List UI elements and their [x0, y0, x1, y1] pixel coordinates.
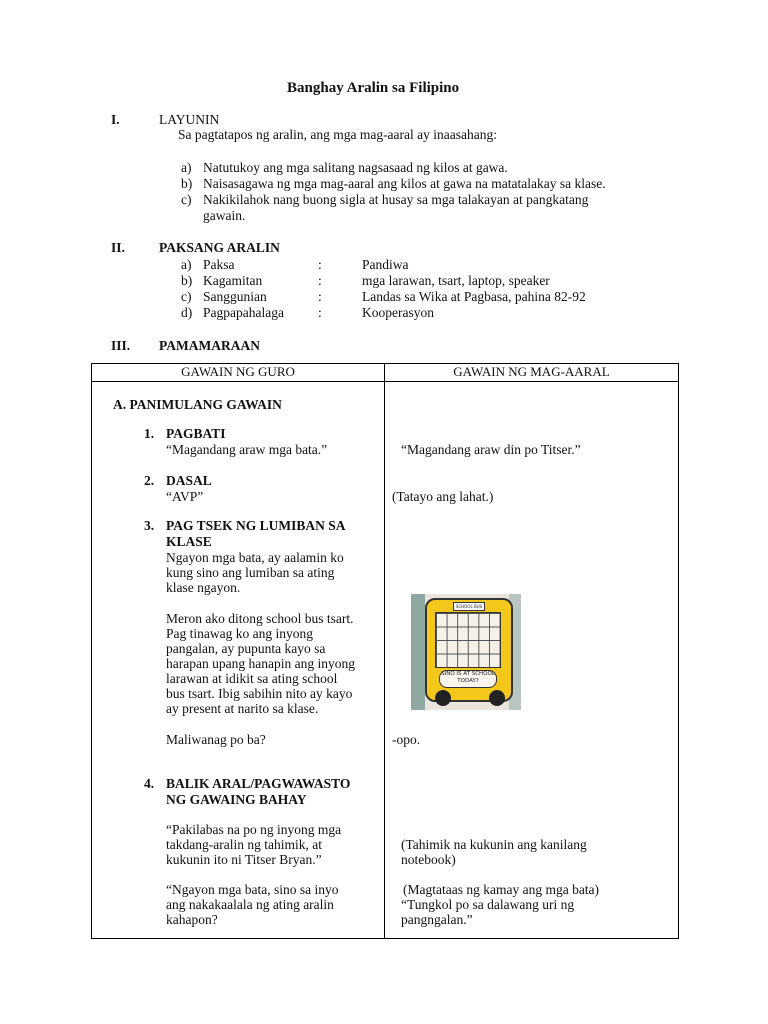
table-header-row	[92, 364, 679, 382]
item4-p2-line1: “Ngayon mga bata, sino sa inyo	[166, 882, 339, 897]
student-response-recall-line3: pangngalan.”	[401, 912, 473, 927]
item4-p1-line1: “Pakilabas na po ng inyong mga	[166, 822, 342, 837]
bus-label: SINO IS AT SCHOOL TODAY?	[439, 670, 497, 688]
table-row	[92, 382, 679, 939]
item4-p1-line3: kukunin ito ni Titser Bryan.”	[166, 852, 322, 867]
section1-heading: LAYUNIN	[159, 112, 220, 127]
item1-text: “Magandang araw mga bata.”	[166, 442, 328, 457]
bus-sign: SCHOOL BUS	[453, 602, 485, 611]
section2-numeral: II.	[111, 240, 125, 255]
pagpapahalaga-marker: d)	[181, 305, 193, 320]
item2-number: 2.	[144, 473, 155, 488]
objective-c-text-cont: gawain.	[203, 208, 246, 223]
kagamitan-marker: b)	[181, 273, 193, 288]
student-response-notebook-line2: notebook)	[401, 852, 456, 867]
section3-numeral: III.	[111, 338, 131, 353]
student-response-opo: -opo.	[392, 732, 421, 747]
sanggunian-value: Landas sa Wika at Pagbasa, pahina 82-92	[362, 289, 586, 304]
item3-p2-line5: larawan at idikit sa ating school	[166, 671, 338, 686]
bus-wheel	[435, 690, 451, 706]
item3-p2-line6: bus tsart. Ibig sabihin nito ay kayo	[166, 686, 353, 701]
item4-p2-line2: ang nakakaalala ng ating aralin	[166, 897, 334, 912]
section3-heading: PAMAMARAAN	[159, 338, 260, 353]
objective-a-text: Natutukoy ang mga salitang nagsasaad ng kilos at gawa.	[203, 160, 508, 175]
bookshelf-decoration	[411, 594, 425, 710]
item4-p2-line3: kahapon?	[166, 912, 218, 927]
sanggunian-label: Sanggunian	[203, 289, 267, 304]
bus-window-grid	[435, 612, 501, 668]
item1-title: PAGBATI	[166, 426, 226, 441]
item3-title-cont: KLASE	[166, 534, 212, 549]
item3-p1-line1: Ngayon mga bata, ay aalamin ko	[166, 550, 344, 565]
objective-c-text: Nakikilahok nang buong sigla at husay sa mga talakayan at pangkatang	[203, 192, 589, 207]
school-bus-shape	[425, 598, 513, 702]
item3-p2-line3: pangalan, ay pupunta kayo sa	[166, 641, 326, 656]
item2-title: DASAL	[166, 473, 212, 488]
paksa-value: Pandiwa	[362, 257, 409, 272]
section1-numeral: I.	[111, 112, 120, 127]
student-response-recall-line2: “Tungkol po sa dalawang uri ng	[401, 897, 575, 912]
sanggunian-colon: :	[318, 289, 322, 304]
item3-p2-line2: Pag tinawag ko ang inyong	[166, 626, 313, 641]
teacher-column-header: GAWAIN NG GURO	[92, 364, 385, 382]
procedure-table	[91, 363, 679, 939]
student-column-header: GAWAIN NG MAG-AARAL	[385, 364, 679, 382]
objective-c-marker: c)	[181, 192, 192, 207]
item3-title: PAG TSEK NG LUMIBAN SA	[166, 518, 346, 533]
school-bus-chart-image	[411, 594, 521, 710]
student-response-prayer: (Tatayo ang lahat.)	[392, 489, 494, 504]
item3-p1-line3: klase ngayon.	[166, 580, 241, 595]
pagpapahalaga-label: Pagpapahalaga	[203, 305, 284, 320]
pagpapahalaga-value: Kooperasyon	[362, 305, 434, 320]
item3-p2-line4: harapan upang hanapin ang inyong	[166, 656, 355, 671]
item3-p3: Maliwanag po ba?	[166, 732, 266, 747]
item2-text: “AVP”	[166, 489, 204, 504]
objective-b-marker: b)	[181, 176, 193, 191]
kagamitan-colon: :	[318, 273, 322, 288]
objective-b-text: Naisasagawa ng mga mag-aaral ang kilos at gawa na matatalakay sa klase.	[203, 176, 606, 191]
item3-p2-line1: Meron ako ditong school bus tsart.	[166, 611, 354, 626]
student-response-recall-line1: (Magtataas ng kamay ang mga bata)	[403, 882, 600, 897]
item1-number: 1.	[144, 426, 155, 441]
objective-a-marker: a)	[181, 160, 192, 175]
section1-intro: Sa pagtatapos ng aralin, ang mga mag-aaral ay inaasahang:	[178, 127, 497, 142]
item4-title-cont: NG GAWAING BAHAY	[166, 792, 307, 807]
item3-p1-line2: kung sino ang lumiban sa ating	[166, 565, 335, 580]
teacher-activities-cell	[92, 382, 385, 939]
pagpapahalaga-colon: :	[318, 305, 322, 320]
item4-title: BALIK ARAL/PAGWAWASTO	[166, 776, 351, 791]
item3-number: 3.	[144, 518, 155, 533]
section2-heading: PAKSANG ARALIN	[159, 240, 280, 255]
student-response-greeting: “Magandang araw din po Titser.”	[401, 442, 581, 457]
paksa-colon: :	[318, 257, 322, 272]
page-title: Banghay Aralin sa Filipino	[287, 80, 460, 96]
part-a-heading: A. PANIMULANG GAWAIN	[113, 397, 282, 412]
sanggunian-marker: c)	[181, 289, 192, 304]
kagamitan-label: Kagamitan	[203, 273, 263, 288]
item3-p2-line7: ay present at narito sa klase.	[166, 701, 319, 716]
paksa-marker: a)	[181, 257, 192, 272]
student-activities-cell	[385, 382, 679, 939]
kagamitan-value: mga larawan, tsart, laptop, speaker	[362, 273, 550, 288]
student-response-notebook-line1: (Tahimik na kukunin ang kanilang	[401, 837, 587, 852]
item4-number: 4.	[144, 776, 155, 791]
paksa-label: Paksa	[203, 257, 235, 272]
bus-wheel	[489, 690, 505, 706]
item4-p1-line2: takdang-aralin ng tahimik, at	[166, 837, 322, 852]
